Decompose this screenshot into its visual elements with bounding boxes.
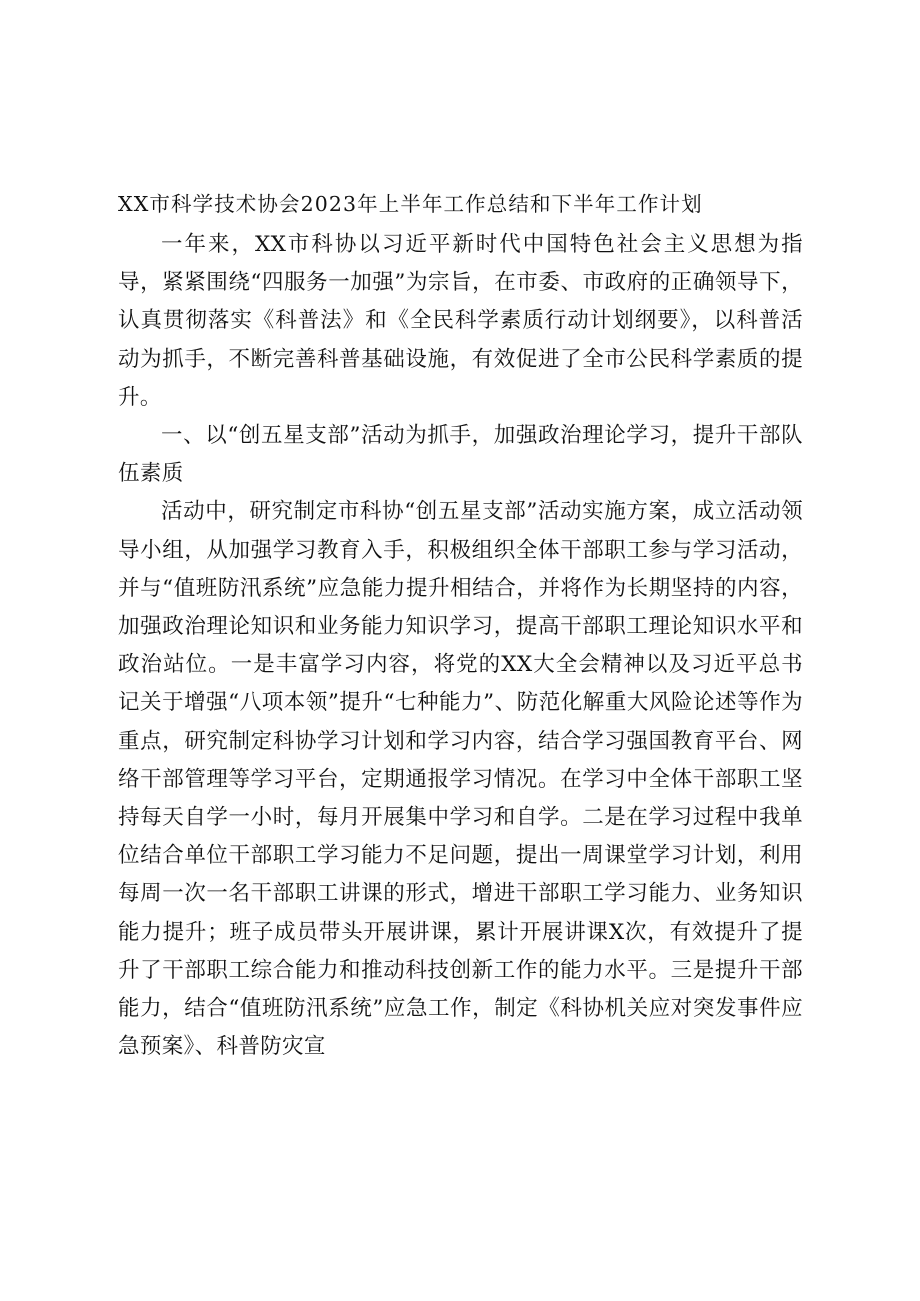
intro-paragraph: 一年来，XX市科协以习近平新时代中国特色社会主义思想为指导，紧紧围绕“四服务一加强”为宗旨，在市委、市政府的正确领导下，认真贯彻落实《科普法》和《全民科学素质行动计划纲要》，以科普活动为抓手，不断完善科普基础设施，有效促进了全市公民科学素质的提升。 (118, 232, 803, 410)
document-body (118, 226, 803, 1066)
section-1-paragraph: 活动中，研究制定市科协“创五星支部”活动实施方案，成立活动领导小组，从加强学习教育入手，积极组织全体干部职工参与学习活动，并与“值班防汛系统”应急能力提升相结合，并将作为长期坚持的内容，加强政治理论知识和业务能力知识学习，提高干部职工理论知识水平和政治站位。一是丰富学习内容，将党的XX大全会精神以及习近平总书记关于增强“八项本领”提升“七种能力”、防范化解重大风险论述等作为重点，研究制定科协学习计划和学习内容，结合学习强国教育平台、网络干部管理等学习平台，定期通报学习情况。在学习中全体干部职工坚持每天自学一小时，每月开展集中学习和自学。二是在学习过程中我单位结合单位干部职工学习能力不足问题，提出一周课堂学习计划，利用每周一次一名干部职工讲课的形式，增进干部职工学习能力、业务知识能力提升；班子成员带头开展讲课，累计开展讲课X次，有效提升了提升了干部职工综合能力和推动科技创新工作的能力水平。三是提升干部能力，结合“值班防汛系统”应急工作，制定《科协机关应对突发事件应急预案》、科普防灾宣 (118, 499, 803, 1060)
section-heading-1: 一、以“创五星支部”活动为抓手，加强政治理论学习，提升干部队伍素质 (118, 423, 803, 487)
document-title: XX市科学技术协会2023年上半年工作总结和下半年工作计划 (118, 192, 703, 216)
